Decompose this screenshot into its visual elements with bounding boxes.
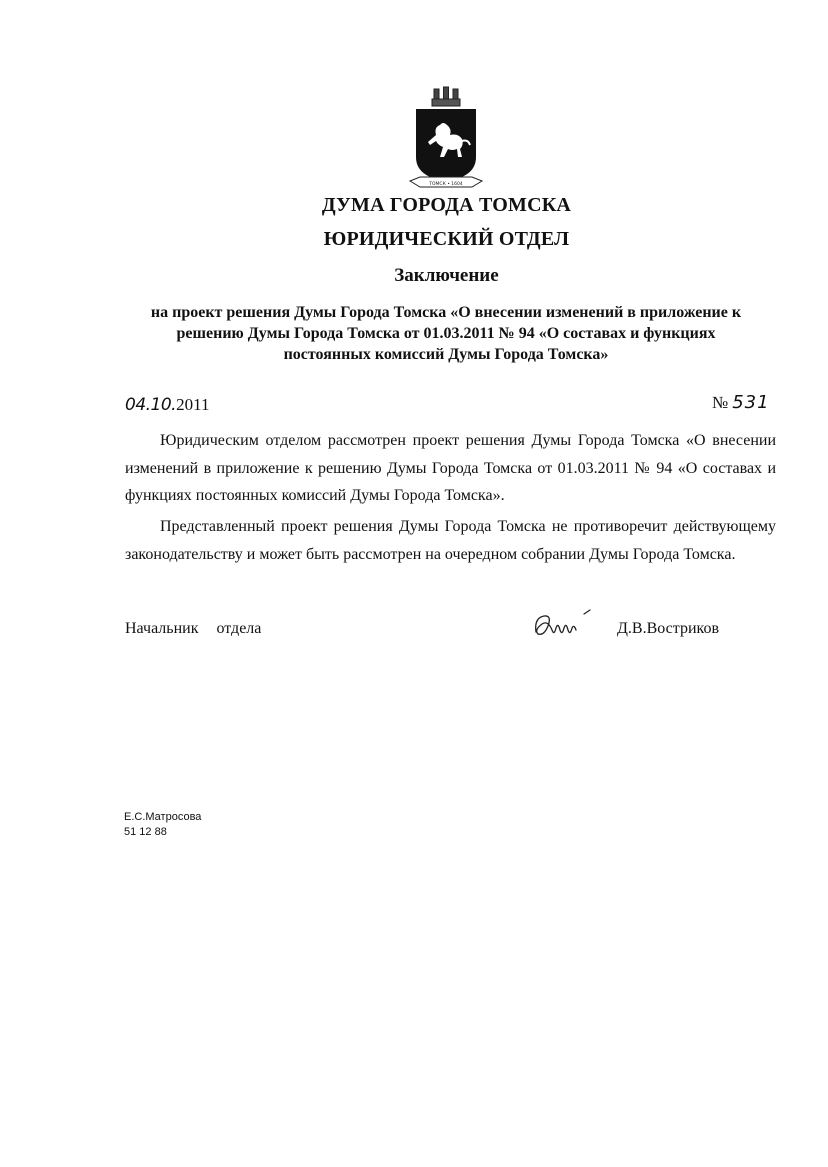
document-title: Заключение	[394, 265, 499, 286]
subject-line: постоянных комиссий Думы Города Томска»	[283, 346, 609, 363]
subject-line: решению Думы Города Томска от 01.03.2011 № 94 «О составах и функциях	[176, 325, 716, 342]
subject-line: на проект решения Думы Города Томска «О внесении изменений в приложение к	[150, 304, 742, 321]
department-name: ЮРИДИЧЕСКИЙ ОТДЕЛ	[323, 228, 570, 250]
body-paragraph: Юридическим отделом рассмотрен проект решения Думы Города Томска «О внесении изменений в приложение к решению Думы Города Томска от 01.03.2011 № 94 «О составах и функциях постоянных комиссий Думы Города Томска».	[125, 432, 776, 504]
number-value: 531	[732, 392, 770, 413]
document-date	[125, 395, 209, 415]
number-label: №	[712, 393, 729, 412]
emblem-ribbon-text: ТОМСК • 1604	[429, 182, 463, 187]
date-year: 2011	[176, 395, 210, 414]
executor-phone: 51 12 88	[124, 826, 167, 838]
executor-block	[124, 810, 201, 840]
document-subject	[130, 302, 762, 365]
document-number	[712, 392, 770, 413]
handwritten-signature	[530, 608, 596, 644]
tomsk-coat-of-arms-icon	[400, 85, 492, 193]
date-handwritten: 04.10.	[125, 395, 177, 415]
executor-name: Е.С.Матросова	[124, 811, 202, 823]
signer-name: Д.В.Востриков	[617, 620, 720, 637]
signer-position: Начальник отдела	[125, 620, 262, 637]
organization-name: ДУМА ГОРОДА ТОМСКА	[321, 194, 572, 216]
body-paragraph: Представленный проект решения Думы Города Томска не противоречит действующему законодательству и может быть рассмотрен на очередном собрании Думы Города Томска.	[125, 518, 776, 563]
